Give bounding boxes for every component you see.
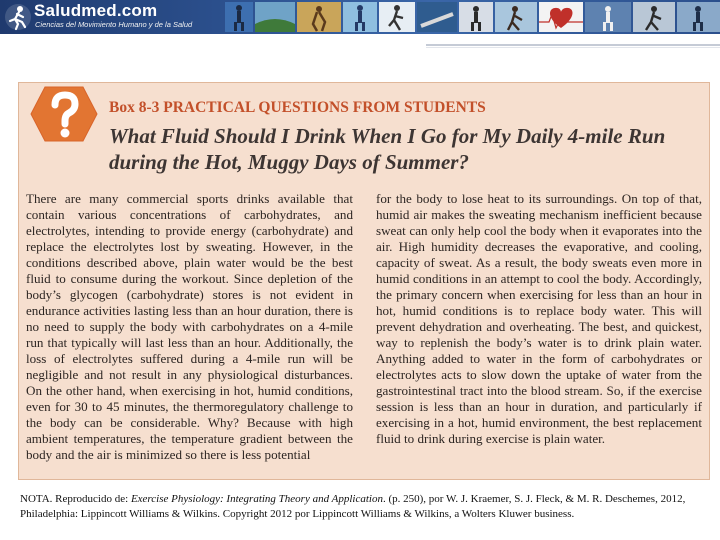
site-tagline: Ciencias del Movimiento Humano y de la Salud: [35, 20, 193, 29]
box-label: Box 8-3 PRACTICAL QUESTIONS FROM STUDENTS: [109, 99, 486, 116]
runner-logo-icon[interactable]: [4, 3, 32, 31]
site-banner: [0, 0, 720, 34]
practical-question-box: [18, 82, 710, 480]
source-note: [20, 492, 710, 522]
note-label: NOTA.: [20, 493, 53, 505]
site-name[interactable]: Saludmed.com: [34, 1, 158, 20]
note-source-title: Exercise Physiology: Integrating Theory and Application: [130, 493, 383, 505]
divider-line: [426, 44, 720, 46]
body-text-right-column: for the body to lose heat to its surroundings. On top of that, humid air makes the sweating mechanism inefficient because sweat can only help cool the body when it evaporates into the air. High humidity decreases the evaporative, and cooling, capacity of sweat. As a result, the body sweats even more in humid conditions in an attempt to cool the body. Accordingly, the primary concern when exercising for less than an hour in hot, humid conditions is to replace body water. This will prevent dehydration and overheating. The best, and quickest, way to replenish the body’s water is to drink plain water. Anything added to water in the form of carbohydrates or electrolytes acts to slow down the uptake of water from the gastrointestinal tract into the blood stream. So, if the exercise session is less than an hour in duration, and particularly if exercising in a hot, humid environment, the best replacement fluid to drink during exercise is plain water.: [376, 191, 702, 446]
divider-line: [426, 47, 720, 48]
note-text-after: . (p. 250), por W. J. Kraemer, S. J. Fleck, & M. R. Deschemes, 2012, Philadelphia: Lippincott Williams & Wilkins. Copyright 2012 por Lippincott Williams & Wilkins, a Wolters Kluwer business.: [20, 493, 686, 520]
question-mark-icon: [27, 83, 101, 145]
box-question-title: What Fluid Should I Drink When I Go for My Daily 4-mile Run during the Hot, Muggy Days of Summer?: [109, 124, 666, 174]
body-text-left-column: There are many commercial sports drinks available that contain various concentrations of carbohydrates, and electrolytes, intending to provide energy (carbohydrate) and replace the electrolytes lost by sweating. However, in the conditions described above, plain water would be the best fluid to consume during the workout. Since depletion of the body’s glycogen (carbohydrate) stores is not evident in endurance activities lasting less than an hour duration, there is no need to supply the body with carbohydrates on a 4-mile run that typically will last less than an hour. Additionally, the loss of electrolytes suffered during a 4-mile run will be negligible and not result in any physiological disturbances. On the other hand, when exercising in hot, humid conditions, even for 30 to 45 minutes, the thermoregulatory challenge to the body can be considerable. Why? Because with high ambient temperatures, the temperature gradient between the body and the air is minimized so there is less potential: [26, 191, 353, 462]
note-text-before: Reproducido de:: [52, 493, 131, 505]
banner-photo-strip: [225, 2, 720, 32]
